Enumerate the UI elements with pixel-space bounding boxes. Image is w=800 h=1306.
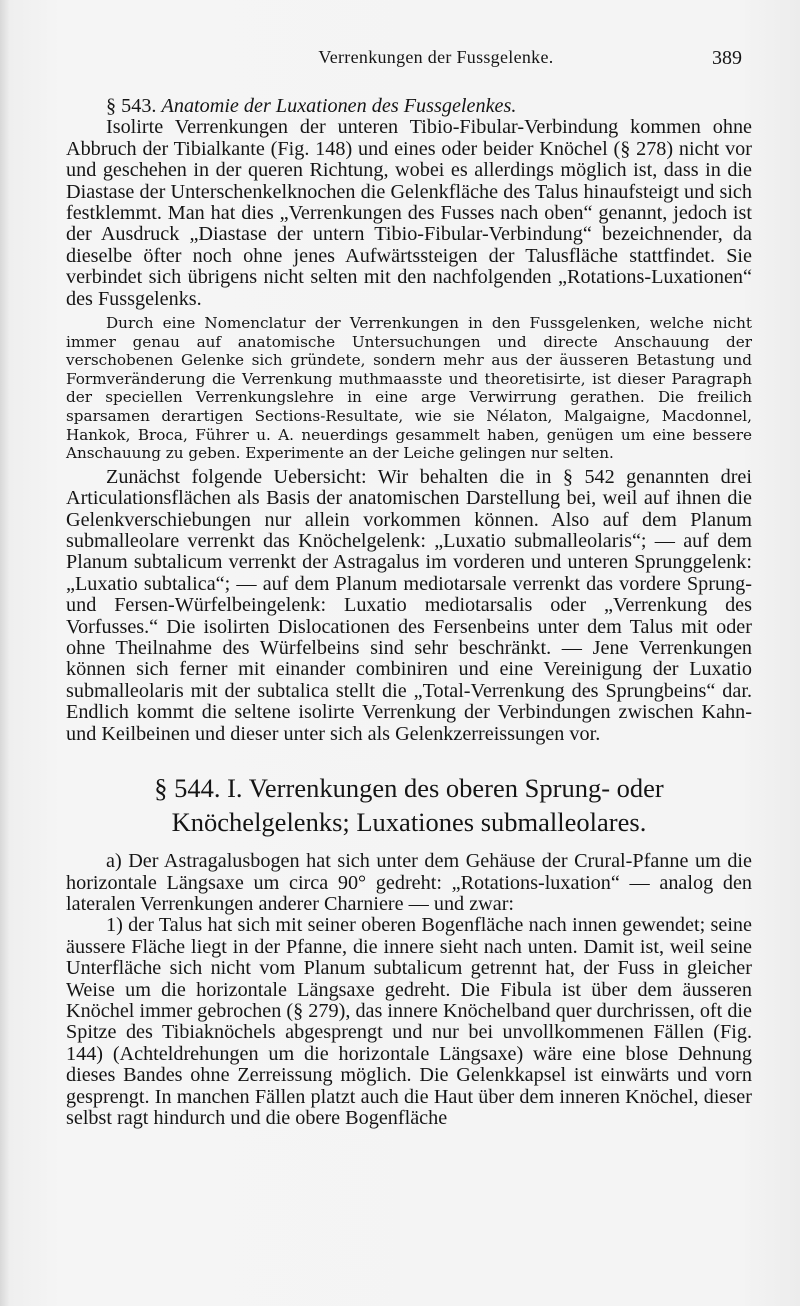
section-543-title: Anatomie der Luxationen des Fussgelenkes. [161, 95, 517, 117]
section-543-number: § 543. [106, 95, 157, 117]
page-body [66, 96, 752, 1129]
page-number: 389 [712, 47, 742, 69]
section-544-paragraph-a: a) Der Astragalusbogen hat sich unter dem Gehäuse der Crural-Pfanne um die horizontale Längsaxe um circa 90° gedreht: „Rotations-luxation“ — analog den lateralen Verrenkungen anderer Charniere — und zwar: [66, 850, 752, 915]
section-543-small-print: Durch eine Nomenclatur der Verrenkungen in den Fussgelenken, welche nicht immer genau auf anatomische Untersuchungen und directe Anschauung der verschobenen Gelenke sich gründete, sondern mehr aus der äusseren Betastung und Formveränderung die Verrenkung muthmaasste und theoretisirte, ist dieser Paragraph der speciellen Verrenkungslehre in eine arge Verwirrung gerathen. Die freilich sparsamen derartigen Sections-Resultate, wie sie Nélaton, Malgaigne, Macdonnel, Hankok, Broca, Führer u. A. neuerdings gesammelt haben, genügen um eine bessere Anschauung zu geben. Experimente an der Leiche gelingen nur selten. [66, 314, 752, 463]
section-544-heading [66, 771, 752, 839]
running-title: Verrenkungen der Fussgelenke. [318, 47, 554, 67]
section-544-heading-line-1: § 544. I. Verrenkungen des oberen Sprung- oder [154, 773, 664, 804]
section-544-paragraph-1: 1) der Talus hat sich mit seiner oberen Bogenfläche nach innen gewendet; seine äussere Fläche liegt in der Pfanne, die innere sieht nach unten. Damit ist, weil seine Unterfläche sich nicht vom Planum subtalicum getrennt hat, der Fuss in gleicher Weise um die horizontale Längsaxe gedreht. Die Fibula ist über dem äusseren Knöchel immer gebrochen (§ 279), das innere Knöchelband quer durchrissen, oft die Spitze des Tibiaknöchels abgesprengt und nur bei unvollkommenen Fällen (Fig. 144) (Achteldrehungen um die horizontale Längsaxe) wäre eine blose Dehnung dieses Bandes ohne Zerreissung möglich. Die Gelenkkapsel ist einwärts und vorn gesprengt. In manchen Fällen platzt auch die Haut über dem inneren Knöchel, dieser selbst ragt hindurch und die obere Bogenfläche [66, 914, 752, 1129]
running-header [70, 47, 742, 75]
section-543-paragraph-1: Isolirte Verrenkungen der unteren Tibio-Fibular-Verbindung kommen ohne Abbruch der Tibialkante (Fig. 148) und eines oder beider Knöchel (§ 278) nicht vor und geschehen in der queren Richtung, wobei es allerdings möglich ist, dass in die Diastase der Unterschenkelknochen die Gelenkfläche des Talus hinaufsteigt und sich festklemmt. Man hat dies „Verrenkungen des Fusses nach oben“ genannt, jedoch ist der Ausdruck „Diastase der untern Tibio-Fibular-Verbindung“ bezeichnender, da dieselbe öfter noch ohne jenes Aufwärtssteigen der Talusfläche stattfindet. Sie verbindet sich übrigens nicht selten mit den nachfolgenden „Rotations-Luxationen“ des Fussgelenks. [66, 116, 752, 310]
section-543-heading [66, 96, 752, 117]
section-544-heading-line-2: Knöchelgelenks; Luxationes submalleolares. [171, 807, 647, 838]
section-543-paragraph-3: Zunächst folgende Uebersicht: Wir behalten die in § 542 genannten drei Articulationsflächen als Basis der anatomischen Darstellung bei, weil auf ihnen die Gelenkverschiebungen nur allein vorkommen können. Also auf dem Planum submalleolare verrenkt das Knöchelgelenk: „Luxatio submalleolaris“; — auf dem Planum subtalicum verrenkt der Astragalus im vorderen und unteren Sprunggelenk: „Luxatio subtalica“; — auf dem Planum mediotarsale verrenkt das vordere Sprung- und Fersen-Würfelbeingelenk: Luxatio mediotarsalis oder „Verrenkung des Vorfusses.“ Die isolirten Dislocationen des Fersenbeins unter dem Talus mit oder ohne Theilnahme des Würfelbeins sind sehr beschränkt. — Jene Verrenkungen können sich ferner mit einander combiniren und eine Vereinigung der Luxatio submalleolaris mit der subtalica stellt die „Total-Verrenkung des Sprungbeins“ dar. Endlich kommt die seltene isolirte Verrenkung der Verbindungen zwischen Kahn- und Keilbeinen und dieser unter sich als Gelenkzerreissungen vor. [66, 465, 752, 745]
